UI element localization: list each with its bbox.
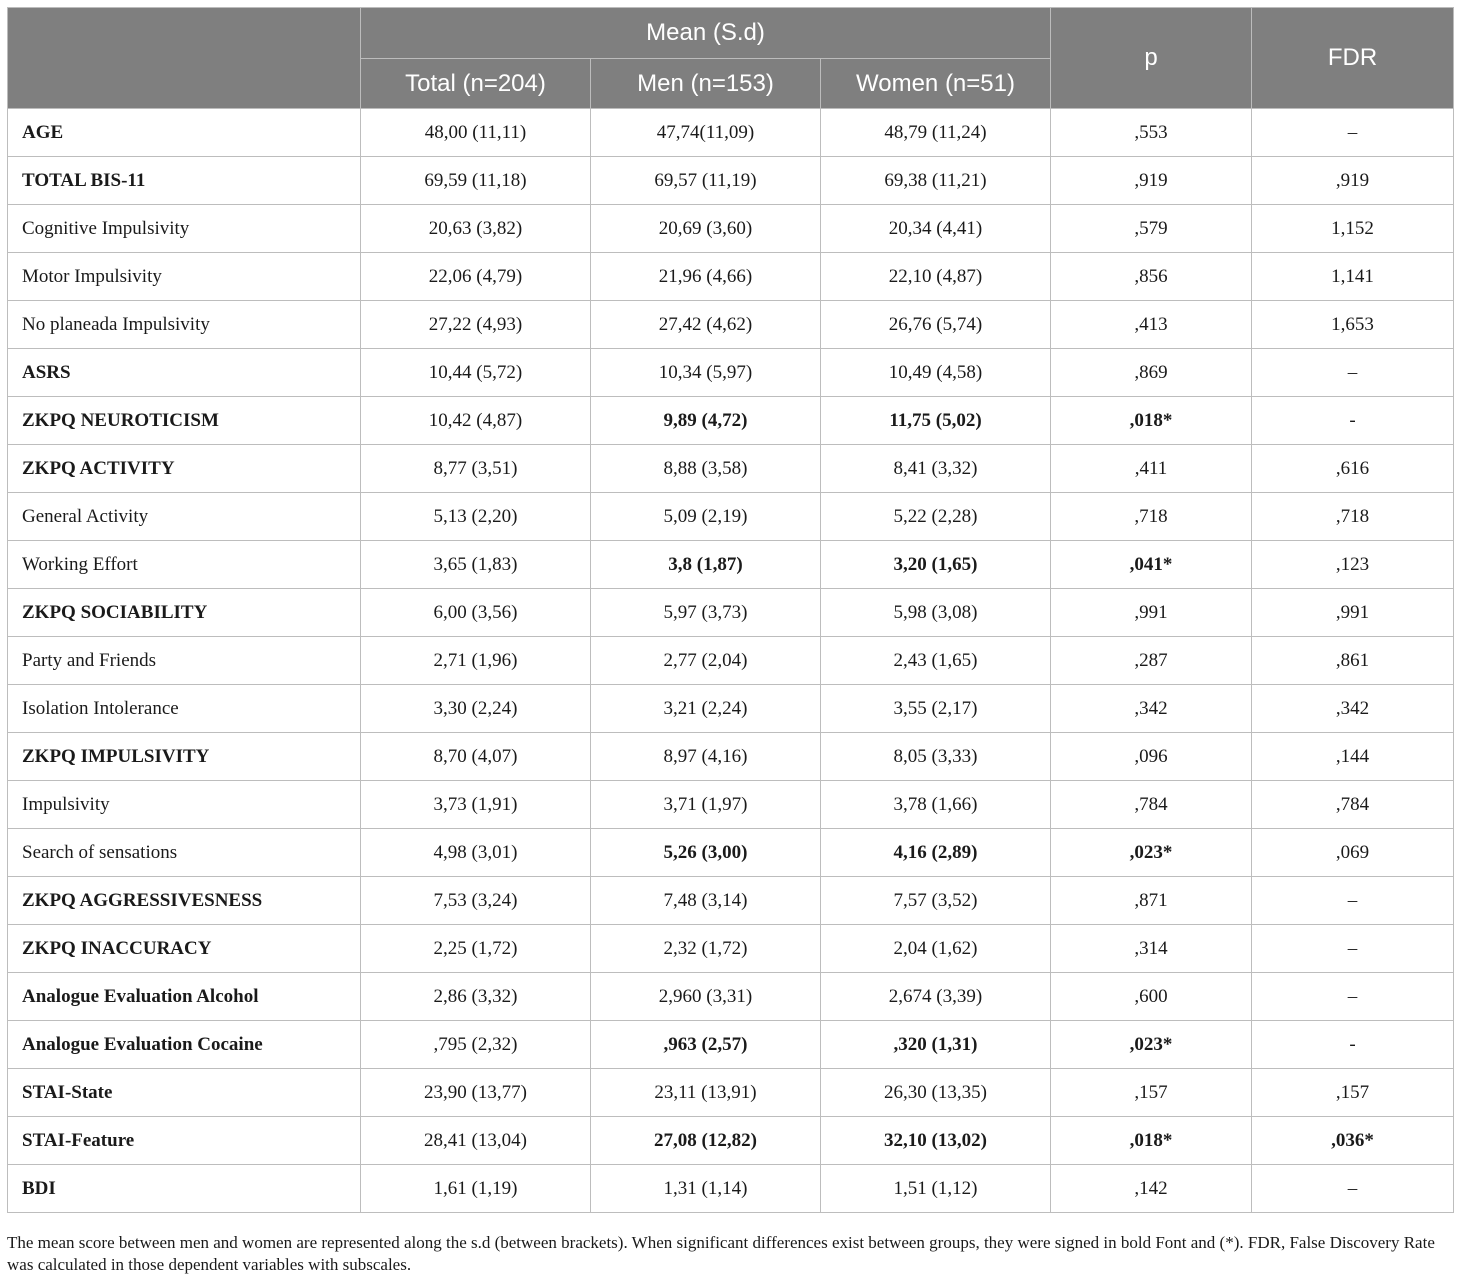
table-row xyxy=(8,733,1454,781)
cell-women: 3,78 (1,66) xyxy=(821,781,1051,829)
cell-fdr: ,157 xyxy=(1252,1069,1454,1117)
cell-women: ,320 (1,31) xyxy=(821,1021,1051,1069)
cell-men: 2,960 (3,31) xyxy=(591,973,821,1021)
cell-p: ,023* xyxy=(1051,829,1252,877)
row-label: Motor Impulsivity xyxy=(8,253,361,301)
cell-men: 9,89 (4,72) xyxy=(591,397,821,445)
cell-total: 3,30 (2,24) xyxy=(361,685,591,733)
cell-total: 48,00 (11,11) xyxy=(361,109,591,157)
table-row xyxy=(8,1021,1454,1069)
cell-fdr: ,342 xyxy=(1252,685,1454,733)
header-women: Women (n=51) xyxy=(821,59,1051,109)
cell-total: 7,53 (3,24) xyxy=(361,877,591,925)
row-label: ZKPQ INACCURACY xyxy=(8,925,361,973)
cell-p: ,869 xyxy=(1051,349,1252,397)
cell-fdr: 1,653 xyxy=(1252,301,1454,349)
cell-men: ,963 (2,57) xyxy=(591,1021,821,1069)
table-header xyxy=(8,8,1454,109)
cell-women: 8,05 (3,33) xyxy=(821,733,1051,781)
table-row xyxy=(8,685,1454,733)
cell-fdr: ,784 xyxy=(1252,781,1454,829)
cell-p: ,413 xyxy=(1051,301,1252,349)
cell-men: 5,09 (2,19) xyxy=(591,493,821,541)
cell-women: 26,30 (13,35) xyxy=(821,1069,1051,1117)
row-label: AGE xyxy=(8,109,361,157)
cell-total: 2,86 (3,32) xyxy=(361,973,591,1021)
table-row xyxy=(8,205,1454,253)
table-row xyxy=(8,973,1454,1021)
row-label: ZKPQ IMPULSIVITY xyxy=(8,733,361,781)
table-row xyxy=(8,541,1454,589)
cell-fdr: – xyxy=(1252,349,1454,397)
cell-fdr: – xyxy=(1252,973,1454,1021)
cell-total: 20,63 (3,82) xyxy=(361,205,591,253)
cell-men: 27,08 (12,82) xyxy=(591,1117,821,1165)
cell-women: 4,16 (2,89) xyxy=(821,829,1051,877)
cell-men: 10,34 (5,97) xyxy=(591,349,821,397)
row-label: Search of sensations xyxy=(8,829,361,877)
cell-fdr: – xyxy=(1252,877,1454,925)
cell-total: 8,77 (3,51) xyxy=(361,445,591,493)
row-label: No planeada Impulsivity xyxy=(8,301,361,349)
cell-men: 27,42 (4,62) xyxy=(591,301,821,349)
cell-women: 22,10 (4,87) xyxy=(821,253,1051,301)
table-row xyxy=(8,157,1454,205)
cell-women: 32,10 (13,02) xyxy=(821,1117,1051,1165)
cell-men: 1,31 (1,14) xyxy=(591,1165,821,1213)
cell-women: 3,55 (2,17) xyxy=(821,685,1051,733)
table-row xyxy=(8,589,1454,637)
cell-fdr: - xyxy=(1252,1021,1454,1069)
cell-fdr: – xyxy=(1252,109,1454,157)
cell-fdr: ,861 xyxy=(1252,637,1454,685)
cell-women: 2,674 (3,39) xyxy=(821,973,1051,1021)
table-row xyxy=(8,925,1454,973)
table-row xyxy=(8,1117,1454,1165)
cell-total: 2,25 (1,72) xyxy=(361,925,591,973)
cell-total: 28,41 (13,04) xyxy=(361,1117,591,1165)
cell-women: 1,51 (1,12) xyxy=(821,1165,1051,1213)
cell-total: 3,65 (1,83) xyxy=(361,541,591,589)
row-label: Analogue Evaluation Alcohol xyxy=(8,973,361,1021)
cell-p: ,991 xyxy=(1051,589,1252,637)
cell-fdr: ,616 xyxy=(1252,445,1454,493)
cell-men: 3,71 (1,97) xyxy=(591,781,821,829)
table-row xyxy=(8,829,1454,877)
cell-women: 2,04 (1,62) xyxy=(821,925,1051,973)
cell-fdr: ,144 xyxy=(1252,733,1454,781)
header-fdr: FDR xyxy=(1252,8,1454,109)
cell-fdr: ,718 xyxy=(1252,493,1454,541)
row-label: ZKPQ NEUROTICISM xyxy=(8,397,361,445)
table-row xyxy=(8,493,1454,541)
cell-women: 11,75 (5,02) xyxy=(821,397,1051,445)
cell-men: 5,26 (3,00) xyxy=(591,829,821,877)
cell-men: 21,96 (4,66) xyxy=(591,253,821,301)
cell-p: ,023* xyxy=(1051,1021,1252,1069)
header-mean-group: Mean (S.d) xyxy=(361,8,1051,59)
row-label: Cognitive Impulsivity xyxy=(8,205,361,253)
cell-total: 23,90 (13,77) xyxy=(361,1069,591,1117)
table-row xyxy=(8,349,1454,397)
cell-p: ,018* xyxy=(1051,397,1252,445)
cell-total: 27,22 (4,93) xyxy=(361,301,591,349)
cell-p: ,411 xyxy=(1051,445,1252,493)
table-row xyxy=(8,1069,1454,1117)
table-row xyxy=(8,1165,1454,1213)
table-body xyxy=(8,109,1454,1213)
table-row xyxy=(8,877,1454,925)
row-label: General Activity xyxy=(8,493,361,541)
cell-total: 4,98 (3,01) xyxy=(361,829,591,877)
cell-fdr: ,919 xyxy=(1252,157,1454,205)
cell-total: 6,00 (3,56) xyxy=(361,589,591,637)
cell-women: 8,41 (3,32) xyxy=(821,445,1051,493)
row-label: STAI-State xyxy=(8,1069,361,1117)
cell-fdr: ,069 xyxy=(1252,829,1454,877)
cell-total: 3,73 (1,91) xyxy=(361,781,591,829)
cell-women: 2,43 (1,65) xyxy=(821,637,1051,685)
table-row xyxy=(8,637,1454,685)
cell-men: 47,74(11,09) xyxy=(591,109,821,157)
row-label: Isolation Intolerance xyxy=(8,685,361,733)
cell-fdr: 1,141 xyxy=(1252,253,1454,301)
row-label: Impulsivity xyxy=(8,781,361,829)
row-label: TOTAL BIS-11 xyxy=(8,157,361,205)
cell-total: 8,70 (4,07) xyxy=(361,733,591,781)
cell-total: 1,61 (1,19) xyxy=(361,1165,591,1213)
cell-total: 10,44 (5,72) xyxy=(361,349,591,397)
row-label: ASRS xyxy=(8,349,361,397)
cell-p: ,856 xyxy=(1051,253,1252,301)
table-footnote: The mean score between men and women are represented along the s.d (between brackets). When significant differences exist between groups, they were signed in bold Font and (*). FDR, False Discovery Rate was calculated in those dependent variables with subscales. xyxy=(7,1233,1435,1274)
row-label: Analogue Evaluation Cocaine xyxy=(8,1021,361,1069)
cell-p: ,018* xyxy=(1051,1117,1252,1165)
cell-total: 2,71 (1,96) xyxy=(361,637,591,685)
row-label: STAI-Feature xyxy=(8,1117,361,1165)
row-label: ZKPQ SOCIABILITY xyxy=(8,589,361,637)
cell-total: 22,06 (4,79) xyxy=(361,253,591,301)
cell-p: ,314 xyxy=(1051,925,1252,973)
row-label: BDI xyxy=(8,1165,361,1213)
table-row xyxy=(8,301,1454,349)
cell-p: ,157 xyxy=(1051,1069,1252,1117)
table-row xyxy=(8,397,1454,445)
table-row xyxy=(8,253,1454,301)
table-row xyxy=(8,109,1454,157)
cell-total: 5,13 (2,20) xyxy=(361,493,591,541)
cell-fdr: ,123 xyxy=(1252,541,1454,589)
cell-women: 10,49 (4,58) xyxy=(821,349,1051,397)
cell-women: 5,98 (3,08) xyxy=(821,589,1051,637)
cell-fdr: ,036* xyxy=(1252,1117,1454,1165)
cell-p: ,579 xyxy=(1051,205,1252,253)
table-row xyxy=(8,445,1454,493)
cell-p: ,718 xyxy=(1051,493,1252,541)
table-row xyxy=(8,781,1454,829)
cell-women: 3,20 (1,65) xyxy=(821,541,1051,589)
cell-men: 7,48 (3,14) xyxy=(591,877,821,925)
cell-p: ,600 xyxy=(1051,973,1252,1021)
row-label: Working Effort xyxy=(8,541,361,589)
cell-women: 7,57 (3,52) xyxy=(821,877,1051,925)
cell-women: 26,76 (5,74) xyxy=(821,301,1051,349)
cell-fdr: – xyxy=(1252,1165,1454,1213)
table-container xyxy=(7,7,1453,1213)
cell-total: 10,42 (4,87) xyxy=(361,397,591,445)
cell-women: 5,22 (2,28) xyxy=(821,493,1051,541)
cell-p: ,553 xyxy=(1051,109,1252,157)
cell-women: 20,34 (4,41) xyxy=(821,205,1051,253)
header-variable xyxy=(8,8,361,109)
cell-men: 8,97 (4,16) xyxy=(591,733,821,781)
cell-fdr: 1,152 xyxy=(1252,205,1454,253)
cell-men: 2,77 (2,04) xyxy=(591,637,821,685)
cell-p: ,871 xyxy=(1051,877,1252,925)
cell-men: 5,97 (3,73) xyxy=(591,589,821,637)
cell-women: 69,38 (11,21) xyxy=(821,157,1051,205)
cell-total: ,795 (2,32) xyxy=(361,1021,591,1069)
cell-total: 69,59 (11,18) xyxy=(361,157,591,205)
cell-p: ,041* xyxy=(1051,541,1252,589)
cell-p: ,142 xyxy=(1051,1165,1252,1213)
cell-p: ,287 xyxy=(1051,637,1252,685)
cell-p: ,919 xyxy=(1051,157,1252,205)
cell-men: 2,32 (1,72) xyxy=(591,925,821,973)
cell-men: 69,57 (11,19) xyxy=(591,157,821,205)
cell-men: 8,88 (3,58) xyxy=(591,445,821,493)
cell-men: 3,8 (1,87) xyxy=(591,541,821,589)
cell-p: ,342 xyxy=(1051,685,1252,733)
header-total: Total (n=204) xyxy=(361,59,591,109)
header-men: Men (n=153) xyxy=(591,59,821,109)
cell-men: 23,11 (13,91) xyxy=(591,1069,821,1117)
cell-women: 48,79 (11,24) xyxy=(821,109,1051,157)
cell-p: ,784 xyxy=(1051,781,1252,829)
header-p: p xyxy=(1051,8,1252,109)
cell-men: 3,21 (2,24) xyxy=(591,685,821,733)
cell-p: ,096 xyxy=(1051,733,1252,781)
cell-fdr: ,991 xyxy=(1252,589,1454,637)
row-label: Party and Friends xyxy=(8,637,361,685)
cell-men: 20,69 (3,60) xyxy=(591,205,821,253)
row-label: ZKPQ AGGRESSIVESNESS xyxy=(8,877,361,925)
cell-fdr: - xyxy=(1252,397,1454,445)
results-table xyxy=(7,7,1454,1213)
cell-fdr: – xyxy=(1252,925,1454,973)
row-label: ZKPQ ACTIVITY xyxy=(8,445,361,493)
